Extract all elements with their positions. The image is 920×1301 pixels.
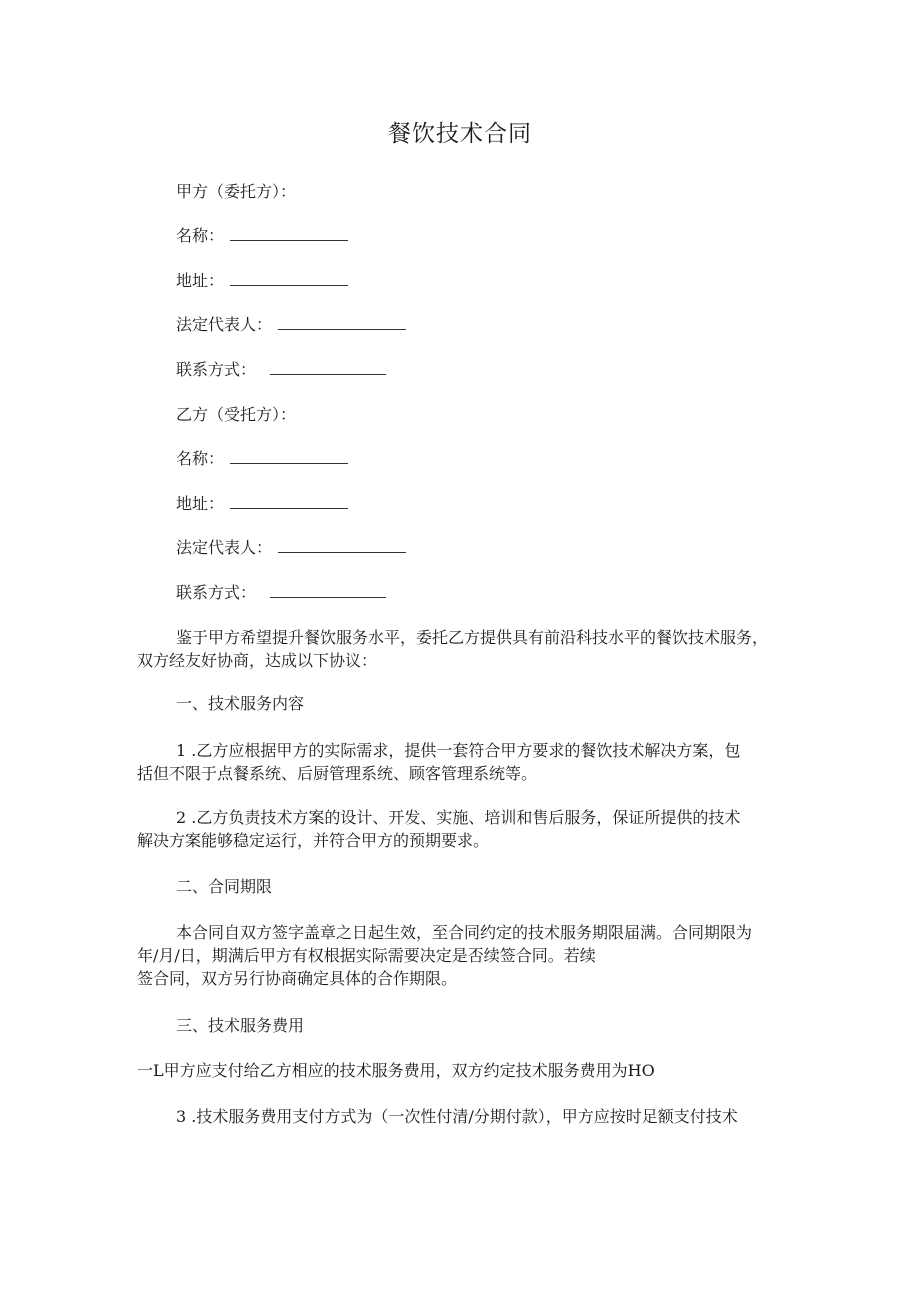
section2-heading: 二、合同期限 — [176, 877, 273, 896]
section1-heading: 一、技术服务内容 — [176, 694, 305, 713]
party-a-address-blank[interactable] — [230, 271, 348, 286]
section2-body-line: 签合同，双方另行协商确定具体的合作期限。 — [137, 969, 458, 988]
party-b-name-blank[interactable] — [230, 449, 348, 464]
section1-item2 — [137, 806, 782, 852]
party-b-contact-row — [176, 582, 386, 604]
section3-heading: 三、技术服务费用 — [176, 1016, 305, 1035]
intro-line: 双方经友好协商，达成以下协议： — [137, 651, 378, 670]
section1-item1 — [137, 739, 782, 785]
party-b-name-label: 名称： — [176, 449, 225, 468]
section1-item1-line: 括但不限于点餐系统、后厨管理系统、顾客管理系统等。 — [137, 764, 538, 783]
party-b-address-blank[interactable] — [230, 494, 348, 509]
party-b-address-row — [176, 493, 348, 515]
section3-item3-line: 3 .技术服务费用支付方式为（一次性付清/分期付款），甲方应按时足额支付技术 — [176, 1107, 738, 1126]
section1-item2-line: 2 .乙方负责技术方案的设计、开发、实施、培训和售后服务，保证所提供的技术 — [176, 808, 741, 827]
party-a-rep-label: 法定代表人： — [176, 315, 273, 334]
party-b-contact-label: 联系方式： — [176, 583, 257, 602]
intro-line: 鉴于甲方希望提升餐饮服务水平，委托乙方提供具有前沿科技水平的餐饮技术服务， — [176, 628, 769, 647]
party-b-rep-blank[interactable] — [278, 538, 406, 553]
party-b-rep-row — [176, 537, 406, 559]
party-a-contact-label: 联系方式： — [176, 360, 257, 379]
party-a-contact-blank[interactable] — [270, 360, 386, 375]
party-a-name-blank[interactable] — [230, 226, 348, 241]
document-title: 餐饮技术合同 — [388, 121, 532, 147]
section3-item1: 一L甲方应支付给乙方相应的技术服务费用，双方约定技术服务费用为HO — [137, 1061, 655, 1080]
section2-body-line: 本合同自双方签字盖章之日起生效，至合同约定的技术服务期限届满。合同期限为 — [176, 923, 753, 942]
section3-item3 — [137, 1105, 782, 1128]
party-b-contact-blank[interactable] — [270, 583, 386, 598]
party-a-contact-row — [176, 359, 386, 381]
party-b-address-label: 地址： — [176, 494, 225, 513]
party-b-heading: 乙方（受托方）： — [176, 405, 297, 424]
party-a-name-row — [176, 225, 348, 247]
party-b-name-row — [176, 448, 348, 470]
party-a-name-label: 名称： — [176, 226, 225, 245]
section2-body-line: 年/月/日，期满后甲方有权根据实际需要决定是否续签合同。若续 — [137, 946, 596, 965]
section1-item2-line: 解决方案能够稳定运行，并符合甲方的预期要求。 — [137, 831, 490, 850]
party-a-heading: 甲方（委托方）： — [176, 182, 297, 201]
section1-item1-line: 1 .乙方应根据甲方的实际需求，提供一套符合甲方要求的餐饮技术解决方案，包 — [176, 741, 741, 760]
party-b-rep-label: 法定代表人： — [176, 538, 273, 557]
party-a-address-label: 地址： — [176, 271, 225, 290]
party-a-rep-blank[interactable] — [278, 315, 406, 330]
party-a-rep-row — [176, 314, 406, 336]
section2-body — [137, 921, 782, 990]
intro-paragraph — [137, 626, 782, 672]
party-a-address-row — [176, 270, 348, 292]
